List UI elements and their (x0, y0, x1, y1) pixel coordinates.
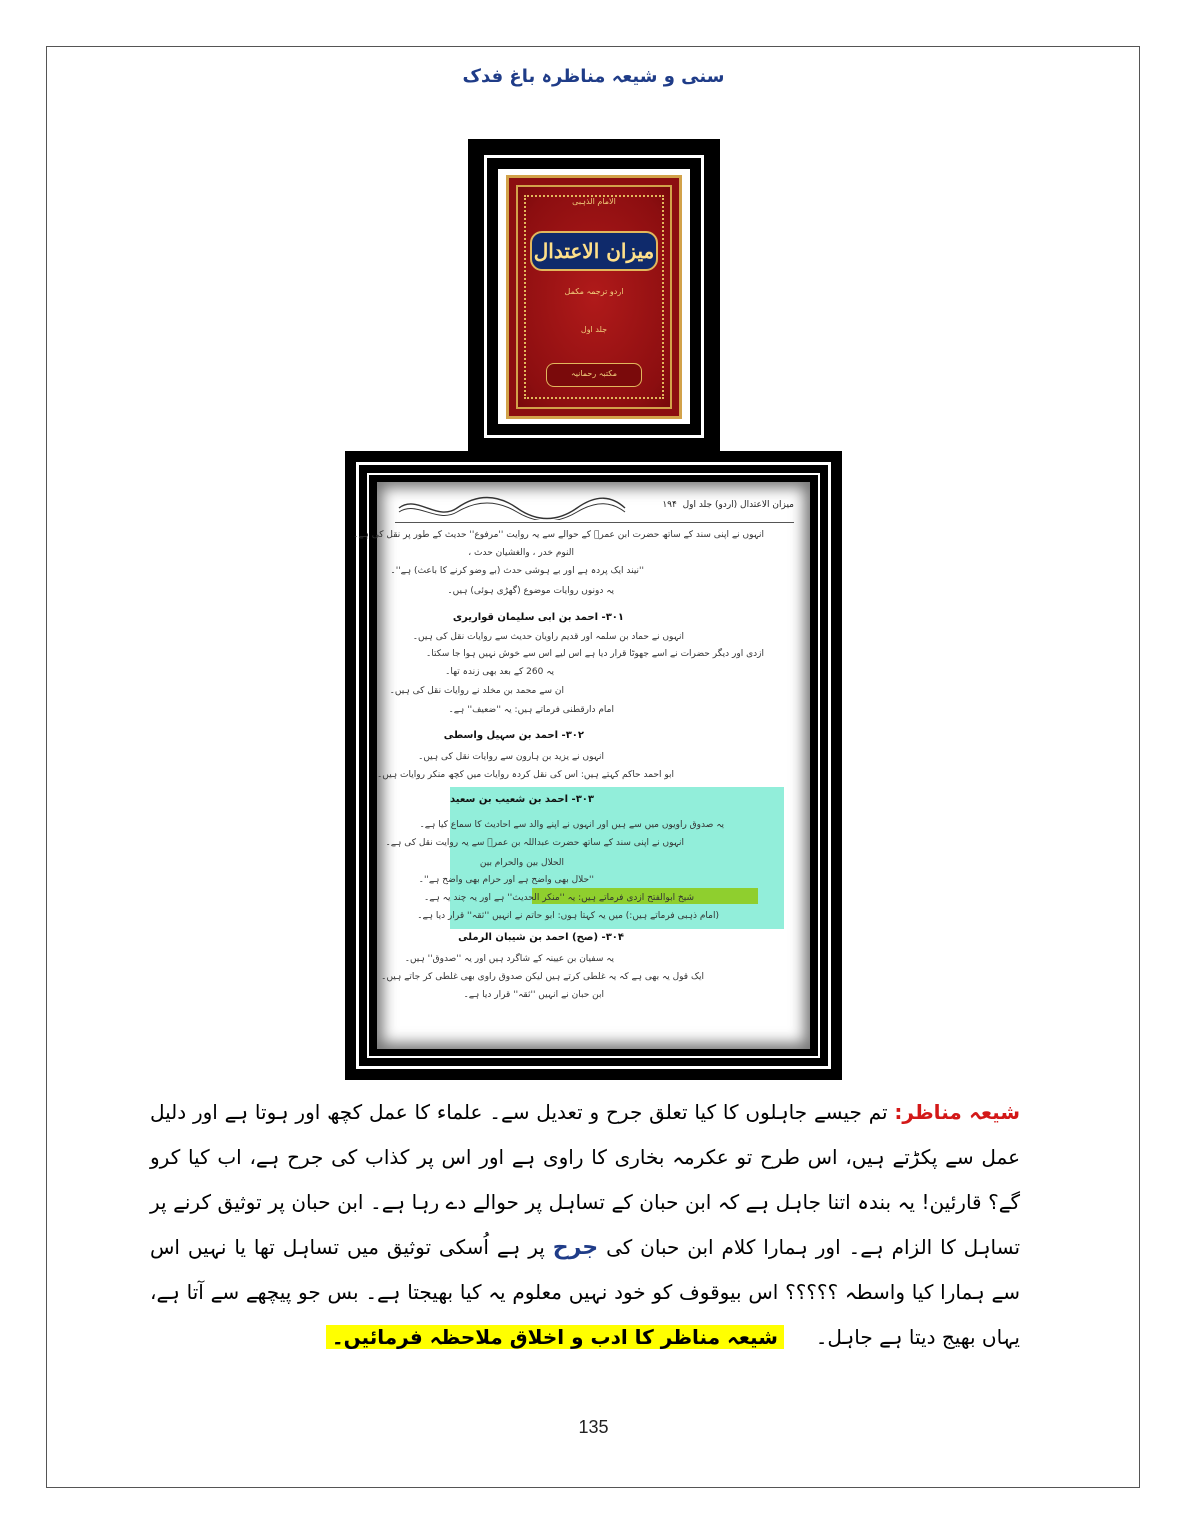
running-header: سنی و شیعہ مناظرہ باغ فدک (462, 66, 725, 87)
cover-subtitle: جلد اول (580, 325, 608, 334)
scan-divider (395, 522, 794, 523)
scan-head-title: میزان الاعتدال (اردو) جلد اول (682, 500, 794, 510)
scan-entry-heading: ۳۰۱- احمد بن ابی سلیمان قواریری (452, 612, 624, 623)
scan-line: ابو احمد حاکم کہتے ہیں: اس کی نقل کردہ روایات میں کچھ منکر روایات ہیں۔ (377, 770, 674, 780)
scan-running-title (662, 500, 794, 510)
scan-line: انہوں نے اپنی سند کے ساتھ حضرت ابن عمرؓ کے حوالے سے یہ روایت ''مرفوع'' حدیث کے طور پر نقل کی ہے۔ (353, 530, 764, 540)
scan-line: یہ دونوں روایات موضوع (گھڑی ہوئی) ہیں۔ (447, 586, 614, 596)
scan-entry-heading: ۳۰۲- احمد بن سہیل واسطی (443, 730, 584, 741)
scan-text-block (353, 530, 764, 1029)
scan-running-head (397, 494, 794, 520)
body-paragraph (150, 1090, 1020, 1360)
speaker-label: شیعہ مناظر: (894, 1100, 1020, 1124)
scan-entry-heading: ۳۰۴- (صح) احمد بن شیبان الرملی (458, 932, 624, 943)
paragraph-text: پر ہے اُسکی توثیق میں تساہل تھا یا نہیں اس سے ہمارا کیا واسطہ ؟؟؟؟؟ اس بیوقوف کو خود نہیں معلوم یہ کیا بھیجتا ہے۔ بس جو پیچھے سے آتا ہے، یہاں بھیج دیتا ہے جاہل۔ (150, 1235, 1020, 1349)
scan-line: (امام ذہبی فرماتے ہیں:) میں یہ کہتا ہوں: ابو حاتم نے انہیں ''ثقہ'' قرار دیا ہے۔ (417, 911, 719, 921)
cover-publisher: مکتبہ رحمانیہ (571, 369, 617, 378)
cover-publisher-plate (546, 363, 642, 387)
scan-line: یہ سفیان بن عیینہ کے شاگرد ہیں اور یہ ''صدوق'' ہیں۔ (404, 954, 614, 964)
scan-line: الحلال بین والحرام بین (479, 858, 564, 868)
scan-line: امام دارقطنی فرماتے ہیں: یہ ''ضعیف'' ہے۔ (448, 705, 614, 715)
scan-frame (345, 451, 842, 1080)
page-number: 135 (578, 1417, 609, 1437)
scan-line: ''نیند ایک پردہ ہے اور بے ہوشی حدث (بے وضو کرنے کا باعث) ہے''۔ (390, 566, 644, 576)
cover-top-caption: الامام الذہبی (572, 197, 616, 206)
scan-line: یہ 260 کے بعد بھی زندہ تھا۔ (445, 667, 554, 677)
highlighted-remark: شیعہ مناظر کا ادب و اخلاق ملاحظہ فرمائیں۔ (326, 1325, 784, 1349)
scan-line: ابن حبان نے انہیں ''ثقہ'' قرار دیا ہے۔ (463, 990, 604, 1000)
scan-line: ازدی اور دیگر حضرات نے اسے جھوٹا قرار دیا ہے اس لیے اس سے خوش نہیں ہوا جا سکتا۔ (426, 649, 764, 659)
scan-page-no: ۱۹۴ (662, 500, 677, 510)
scan-entry-heading: ۳۰۳- احمد بن شعیب بن سعید (450, 794, 594, 805)
cover-title: میزان الاعتدال (530, 231, 658, 271)
scan-line: انہوں نے یزید بن ہارون سے روایات نقل کی ہیں۔ (418, 752, 604, 762)
scan-ornament-icon (397, 494, 627, 520)
scan-line: شیخ ابوالفتح ازدی فرماتے ہیں: یہ ''منکر الحدیث'' ہے اور یہ چند یہ ہے۔ (424, 893, 694, 903)
scanned-page (353, 482, 810, 1049)
scan-line: النوم خدر ، والغشیان حدث ، (468, 548, 574, 558)
scan-line: ایک قول یہ بھی ہے کہ یہ غلطی کرتے ہیں لیکن صدوق راوی بھی غلطی کر جاتے ہیں۔ (381, 972, 704, 982)
scan-line: یہ صدوق راویوں میں سے ہیں اور انہوں نے اپنے والد سے احادیث کا سماع کیا ہے۔ (419, 820, 724, 830)
scan-line: انہوں نے حماد بن سلمہ اور قدیم راویان حدیث سے روایات نقل کی ہیں۔ (412, 632, 684, 642)
book-cover-image (506, 175, 682, 419)
cover-subtitle: اردو ترجمہ مکمل (564, 287, 624, 296)
jarah-word: جرح (552, 1235, 599, 1260)
book-cover-frame (468, 139, 720, 454)
paragraph-text: تم جیسے جاہلوں کا کیا تعلق جرح و تعدیل سے۔ علماء کا عمل کچھ اور ہوتا ہے اور دلیل عمل سے پکڑتے ہیں، اس طرح تو عکرمہ بخاری کا راوی ہے اور اس پر کذاب کی جرح ہے، اب کیا کرو گے؟ قارئین! یہ بندہ اتنا جاہل ہے کہ ابن حبان کے تساہل پر حوالے دے رہا ہے۔ ابن حبان پر توثیق کرنے پر تساہل کا الزام ہے۔ اور ہمارا کلام ابن حبان کی (150, 1100, 1021, 1259)
scan-line: ان سے محمد بن مخلد نے روایات نقل کی ہیں۔ (389, 686, 564, 696)
scan-line: انہوں نے اپنی سند کے ساتھ حضرت عبداللہ بن عمرؓ سے یہ روایت نقل کی ہے۔ (385, 838, 684, 848)
scan-line: ''حلال بھی واضح ہے اور حرام بھی واضح ہے''۔ (418, 875, 594, 885)
